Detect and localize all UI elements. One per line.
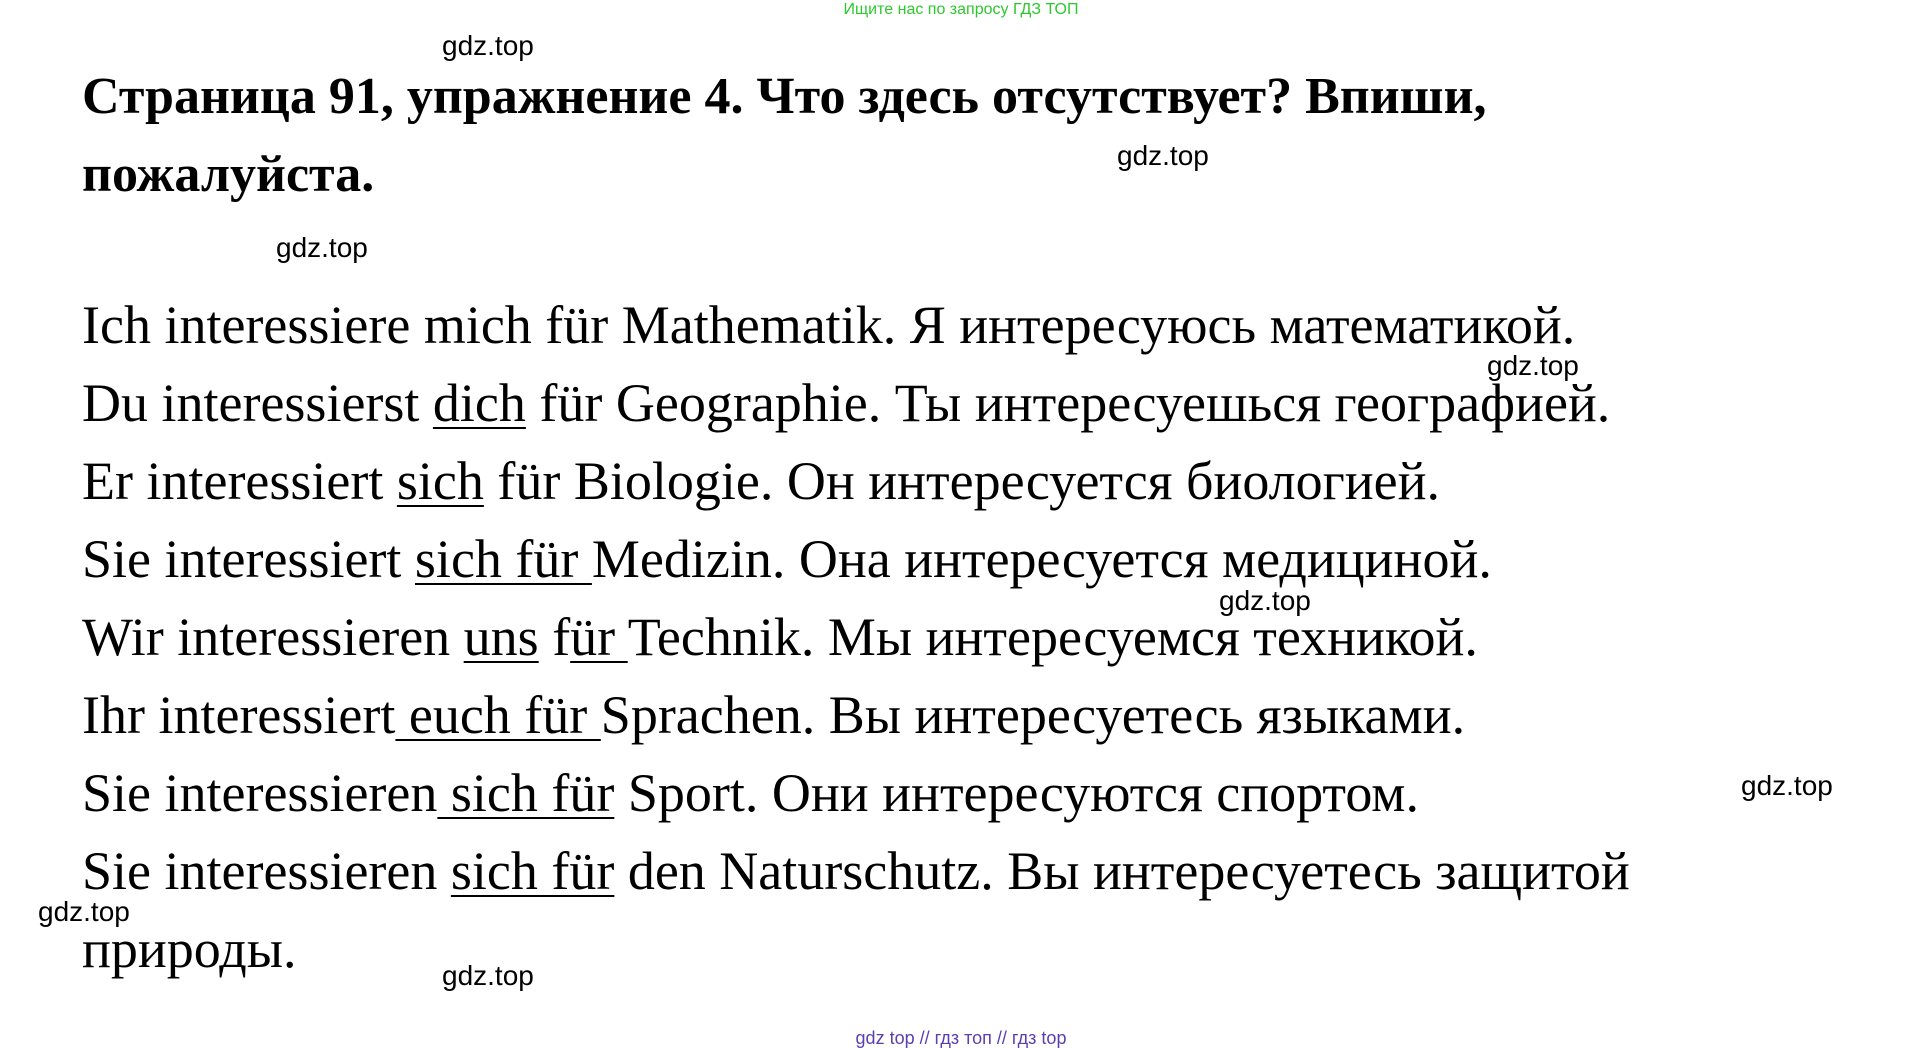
- filled-answer: sich für: [450, 841, 615, 901]
- sentence-text: Er interessiert: [82, 451, 397, 511]
- sentence-text: für Biologie. Он интересуется биологией.: [483, 451, 1441, 511]
- sentence-text: Sport. Они интересуются спортом.: [614, 763, 1419, 823]
- filled-answer: sich für: [437, 763, 615, 823]
- sentence-text: für Geographie. Ты интересуешься географией.: [525, 373, 1611, 433]
- page-title: Страница 91, упражнение 4. Что здесь отсутствует? Впиши, пожалуйста.: [82, 68, 1487, 203]
- answer-line: [82, 364, 1882, 442]
- sentence-text: Medizin. Она интересуется медициной.: [591, 529, 1492, 589]
- answer-line: [82, 910, 1882, 988]
- watermark: gdz.top: [1219, 585, 1311, 616]
- filled-answer: dich: [432, 373, 526, 433]
- sentence-text: Technik. Мы интересуемся техникой.: [627, 607, 1478, 667]
- filled-answer: sich: [396, 451, 484, 511]
- sentence-text: Sie interessiert: [82, 529, 415, 589]
- answer-line: [82, 442, 1882, 520]
- sentence-text: Du interessierst: [82, 373, 433, 433]
- answer-line: [82, 754, 1882, 832]
- sentence-text: Ich interessiere mich für Mathematik. Я интересуюсь математикой.: [82, 295, 1576, 355]
- sentence-text: Ihr interessiert: [82, 685, 396, 745]
- search-hint-banner: Ищите нас по запросу ГДЗ ТОП: [843, 1, 1079, 18]
- filled-answer: euch für: [395, 685, 601, 745]
- filled-answer: ür: [570, 607, 628, 667]
- watermark: gdz.top: [1117, 140, 1209, 171]
- watermark: gdz.top: [442, 30, 534, 61]
- sentence-text: den Naturschutz. Вы интересуетесь защитой: [614, 841, 1630, 901]
- sentence-text: Sie interessieren: [82, 763, 438, 823]
- sentence-text: природы.: [82, 919, 297, 979]
- answer-line: [82, 832, 1882, 910]
- answer-line: [82, 520, 1882, 598]
- filled-answer: uns: [463, 607, 539, 667]
- sentence-text: Wir interessieren: [82, 607, 464, 667]
- footer-link-text: gdz top // гдз топ // гдз top: [855, 1028, 1067, 1048]
- watermark: gdz.top: [1741, 770, 1833, 801]
- watermark: gdz.top: [276, 232, 368, 263]
- watermark: gdz.top: [38, 896, 130, 927]
- sentence-text: Sie interessieren: [82, 841, 451, 901]
- exercise-answer-lines: [82, 286, 1882, 988]
- filled-answer: sich für: [414, 529, 592, 589]
- sentence-text: f: [538, 607, 571, 667]
- answer-line: [82, 676, 1882, 754]
- watermark: gdz.top: [442, 960, 534, 991]
- watermark: gdz.top: [1487, 350, 1579, 381]
- answer-line: [82, 286, 1882, 364]
- sentence-text: Sprachen. Вы интересуетесь языками.: [600, 685, 1466, 745]
- answer-line: [82, 598, 1882, 676]
